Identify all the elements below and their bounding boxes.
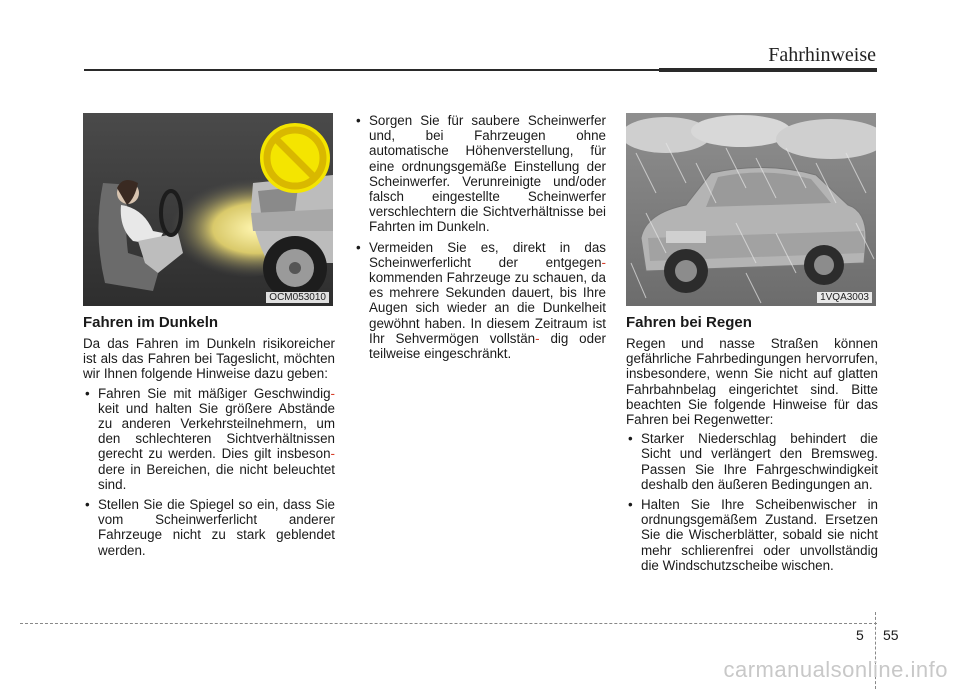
paragraph-intro-night: Da das Fahren im Dunkeln risikoreicher ist als das Fahren bei Tageslicht, möchten wir Ihnen folgende Hinweise dazu geben: <box>83 336 335 382</box>
header-rule <box>84 69 659 71</box>
text-fragment: keit und halten Sie größere Abstände zu anderen Verkehrsteilnehmern, um den schlechteren Sichtverhältnissen gerecht zu werden. Dies gilt insbeson <box>98 400 335 462</box>
bullet-list-rain <box>626 431 878 573</box>
rain-driving-illustration <box>626 113 876 306</box>
hyphen-mark: - <box>330 446 335 462</box>
chapter-number: 5 <box>856 627 864 643</box>
figure-label: 1VQA3003 <box>817 292 872 303</box>
text-fragment: Vermeiden Sie es, direkt in das Scheinwerferlicht der entgegen <box>369 239 606 270</box>
text-fragment: kommenden Fahrzeuge zu schauen, da es mehrere Sekunden dauert, bis Ihre Augen sich wieder an die Dunkelheit gewöhnt haben. In diesem Zeitraum ist Ihr Sehvermögen vollstän <box>369 270 606 346</box>
section-heading-rain: Fahren bei Regen <box>626 314 752 331</box>
night-driving-illustration <box>83 113 333 306</box>
list-item: • Sorgen Sie für saubere Scheinwerfer und, bei Fahrzeugen ohne automatische Höhenverstellung, für eine ordnungsgemäße Einstellung der Scheinwerfer. Verunreinigte und/oder falsch eingestellte Scheinwerfer verschlechtern die Sichtverhältnisse bei Fahrten im Dunkeln. <box>354 113 606 235</box>
list-item <box>354 240 606 362</box>
header-rule-accent <box>659 68 877 72</box>
hyphen-mark: - <box>535 330 540 346</box>
list-item: • Stellen Sie die Spiegel so ein, dass Sie vom Scheinwerferlicht anderer Fahrzeuge nicht zu stark geblendet werden. <box>83 497 335 558</box>
bullet-list-headlights <box>354 113 606 361</box>
text-fragment: dig oder teilweise eingeschränkt. <box>369 330 606 362</box>
page-header-title: Fahrhinweise <box>768 44 876 66</box>
hyphen-mark: - <box>330 385 335 401</box>
section-heading-night: Fahren im Dunkeln <box>83 314 219 331</box>
footer-rule <box>20 623 877 624</box>
figure-label: OCM053010 <box>266 292 329 303</box>
text-fragment: dere in Bereichen, die nicht beleuchtet sind. <box>98 461 335 492</box>
column-night-tips <box>354 113 606 366</box>
hyphen-mark: - <box>601 254 606 270</box>
watermark: carmanualsonline.info <box>723 657 948 682</box>
column-rain-driving <box>626 113 878 578</box>
bullet-list-night <box>83 386 335 558</box>
column-night-driving <box>83 113 335 563</box>
paragraph-intro-rain: Regen und nasse Straßen können gefährliche Fahrbedingungen hervorrufen, insbesondere, wenn Sie nicht auf glatten Fahrbahnbelag eingerichtet sind. Bitte beachten Sie folgende Hinweise für das Fahren bei Regenwetter: <box>626 336 878 428</box>
list-item: • Halten Sie Ihre Scheibenwischer in ordnungsgemäßem Zustand. Ersetzen Sie die Wischerblätter, sobald sie nicht mehr schlierenfrei oder unvollständig die Windschutzscheibe wischen. <box>626 497 878 573</box>
text-fragment: Fahren Sie mit mäßiger Geschwindig <box>98 385 331 401</box>
page-number: 55 <box>883 627 899 643</box>
list-item: • Starker Niederschlag behindert die Sicht und verlängert den Bremsweg. Passen Sie Ihre Fahrgeschwindigkeit deshalb den äußeren Bedingungen an. <box>626 431 878 492</box>
list-item <box>83 386 335 492</box>
